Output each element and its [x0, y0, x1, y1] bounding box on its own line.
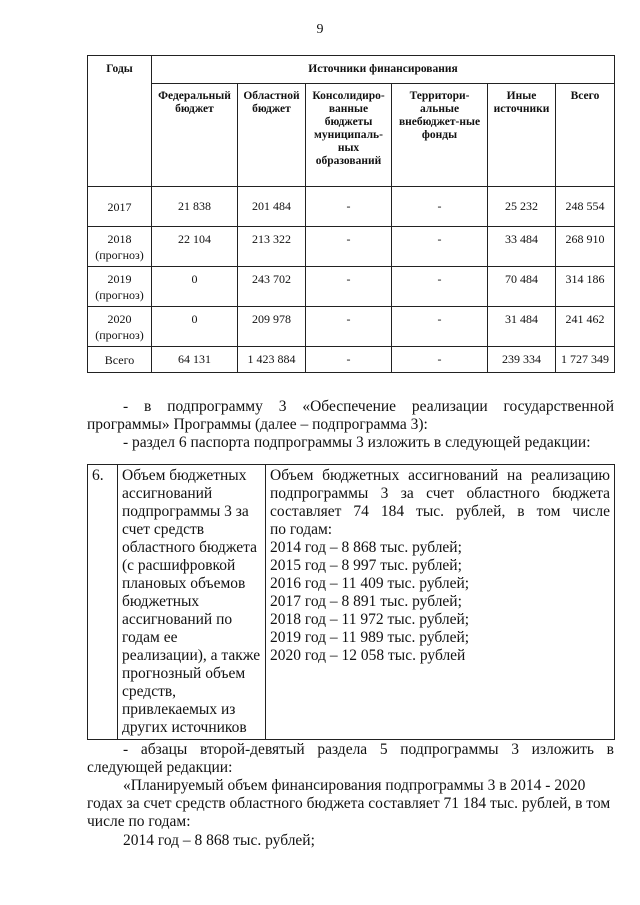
- cell-municipal: -: [306, 267, 392, 307]
- cell-regional: 213 322: [238, 227, 306, 267]
- header-sources: Источники финансирования: [152, 56, 615, 84]
- label-line: ассигнований: [122, 485, 213, 502]
- paragraph-year-2014: 2014 год – 8 868 тыс. рублей;: [123, 832, 315, 849]
- cell-funds: -: [392, 187, 488, 227]
- cell-other: 70 484: [488, 267, 556, 307]
- cell-federal: 0: [152, 307, 238, 347]
- cell-total: 268 910: [556, 227, 615, 267]
- paragraph-line: программы» Программы (далее – подпрограмма 3):: [87, 416, 428, 433]
- value-line: составляет 74 184 тыс. рублей, в том числе: [270, 503, 610, 520]
- table-row: [88, 267, 615, 307]
- cell-federal: 64 131: [152, 347, 238, 373]
- cell-year: [88, 187, 152, 227]
- paragraph-quote: «Планируемый объем финансирования подпрограммы 3 в 2014 - 2020: [123, 777, 586, 794]
- cell-other: 31 484: [488, 307, 556, 347]
- label-line: привлекаемых из: [122, 701, 236, 718]
- passport-value: [266, 465, 615, 740]
- table-row: [88, 187, 615, 227]
- year-note: (прогноз): [95, 287, 144, 302]
- label-line: подпрограммы 3 за: [122, 503, 249, 520]
- cell-funds: -: [392, 267, 488, 307]
- label-line: счет средств: [122, 521, 205, 538]
- year-label: 2019: [107, 271, 132, 286]
- cell-municipal: -: [306, 307, 392, 347]
- cell-year: [88, 307, 152, 347]
- subheader-0: Федеральный бюджет: [152, 84, 238, 187]
- year-note: (прогноз): [95, 247, 144, 262]
- label-line: ассигнований по: [122, 611, 233, 628]
- cell-municipal: -: [306, 187, 392, 227]
- label-line: бюджетных: [122, 593, 200, 610]
- cell-total: 248 554: [556, 187, 615, 227]
- year-label: 2017: [107, 199, 132, 214]
- value-line: по годам:: [270, 521, 333, 538]
- subheader-2: Консолидиро-ванные бюджеты муниципаль-ных образований: [306, 84, 392, 187]
- subheader-1: Областной бюджет: [238, 84, 306, 187]
- year-label: 2018: [107, 231, 132, 246]
- passport-label: [118, 465, 266, 740]
- label-line: Объем бюджетных: [122, 467, 247, 484]
- passport-number: 6.: [88, 465, 118, 740]
- label-line: прогнозный объем: [122, 665, 246, 682]
- cell-funds: -: [392, 227, 488, 267]
- passport-table: [87, 464, 615, 740]
- table-row: [88, 307, 615, 347]
- cell-other: 239 334: [488, 347, 556, 373]
- cell-year: [88, 227, 152, 267]
- value-line: подпрограммы 3 за счет областного бюджета: [270, 485, 610, 502]
- year-label: 2020: [107, 311, 132, 326]
- cell-year: [88, 267, 152, 307]
- page-number: 9: [316, 22, 324, 37]
- value-line: 2020 год – 12 058 тыс. рублей: [270, 647, 466, 664]
- paragraph-section6: - раздел 6 паспорта подпрограммы 3 изложить в следующей редакции:: [123, 434, 591, 451]
- label-line: (с расшифровкой: [122, 557, 236, 574]
- label-line: других источников: [122, 719, 247, 736]
- cell-total: 241 462: [556, 307, 615, 347]
- label-line: плановых объемов: [122, 575, 246, 592]
- label-line: реализации), а также: [122, 647, 261, 664]
- cell-regional: 243 702: [238, 267, 306, 307]
- label-line: областного бюджета: [122, 539, 257, 556]
- paragraph-line: следующей редакции:: [87, 759, 233, 776]
- cell-municipal: -: [306, 227, 392, 267]
- subheader-5: Всего: [556, 84, 615, 187]
- cell-regional: 201 484: [238, 187, 306, 227]
- paragraph-line: годах за счет средств областного бюджета составляет 71 184 тыс. рублей, в том: [87, 795, 611, 812]
- cell-other: 25 232: [488, 187, 556, 227]
- cell-other: 33 484: [488, 227, 556, 267]
- value-line: 2018 год – 11 972 тыс. рублей;: [270, 611, 470, 628]
- subheader-4: Иные источники: [488, 84, 556, 187]
- header-years: Годы: [88, 56, 152, 187]
- value-line: 2019 год – 11 989 тыс. рублей;: [270, 629, 470, 646]
- label-line: средств,: [122, 683, 177, 700]
- value-line: 2016 год – 11 409 тыс. рублей;: [270, 575, 470, 592]
- cell-regional: 1 423 884: [238, 347, 306, 373]
- table-row: [88, 347, 615, 373]
- cell-federal: 0: [152, 267, 238, 307]
- paragraph-subprogram3: [87, 398, 614, 416]
- cell-regional: 209 978: [238, 307, 306, 347]
- subheader-3: Территори-альные внебюджет-ные фонды: [392, 84, 488, 187]
- cell-year: [88, 347, 152, 373]
- cell-total: 314 186: [556, 267, 615, 307]
- cell-municipal: -: [306, 347, 392, 373]
- year-note: (прогноз): [95, 327, 144, 342]
- paragraph-line: - в подпрограмму 3 «Обеспечение реализации государственной: [123, 398, 614, 415]
- paragraph-section5: [87, 741, 614, 759]
- cell-federal: 21 838: [152, 187, 238, 227]
- value-line: 2017 год – 8 891 тыс. рублей;: [270, 593, 462, 610]
- cell-total: 1 727 349: [556, 347, 615, 373]
- financing-table: [87, 55, 615, 373]
- cell-federal: 22 104: [152, 227, 238, 267]
- cell-funds: -: [392, 347, 488, 373]
- label-line: годам ее: [122, 629, 178, 646]
- paragraph-line: числе по годам:: [87, 813, 191, 830]
- value-line: Объем бюджетных ассигнований на реализацию: [270, 467, 610, 484]
- year-label: Всего: [104, 352, 135, 367]
- table-row: [88, 227, 615, 267]
- value-line: 2014 год – 8 868 тыс. рублей;: [270, 539, 462, 556]
- paragraph-line: - абзацы второй-девятый раздела 5 подпрограммы 3 изложить в: [123, 741, 614, 758]
- cell-funds: -: [392, 307, 488, 347]
- value-line: 2015 год – 8 997 тыс. рублей;: [270, 557, 462, 574]
